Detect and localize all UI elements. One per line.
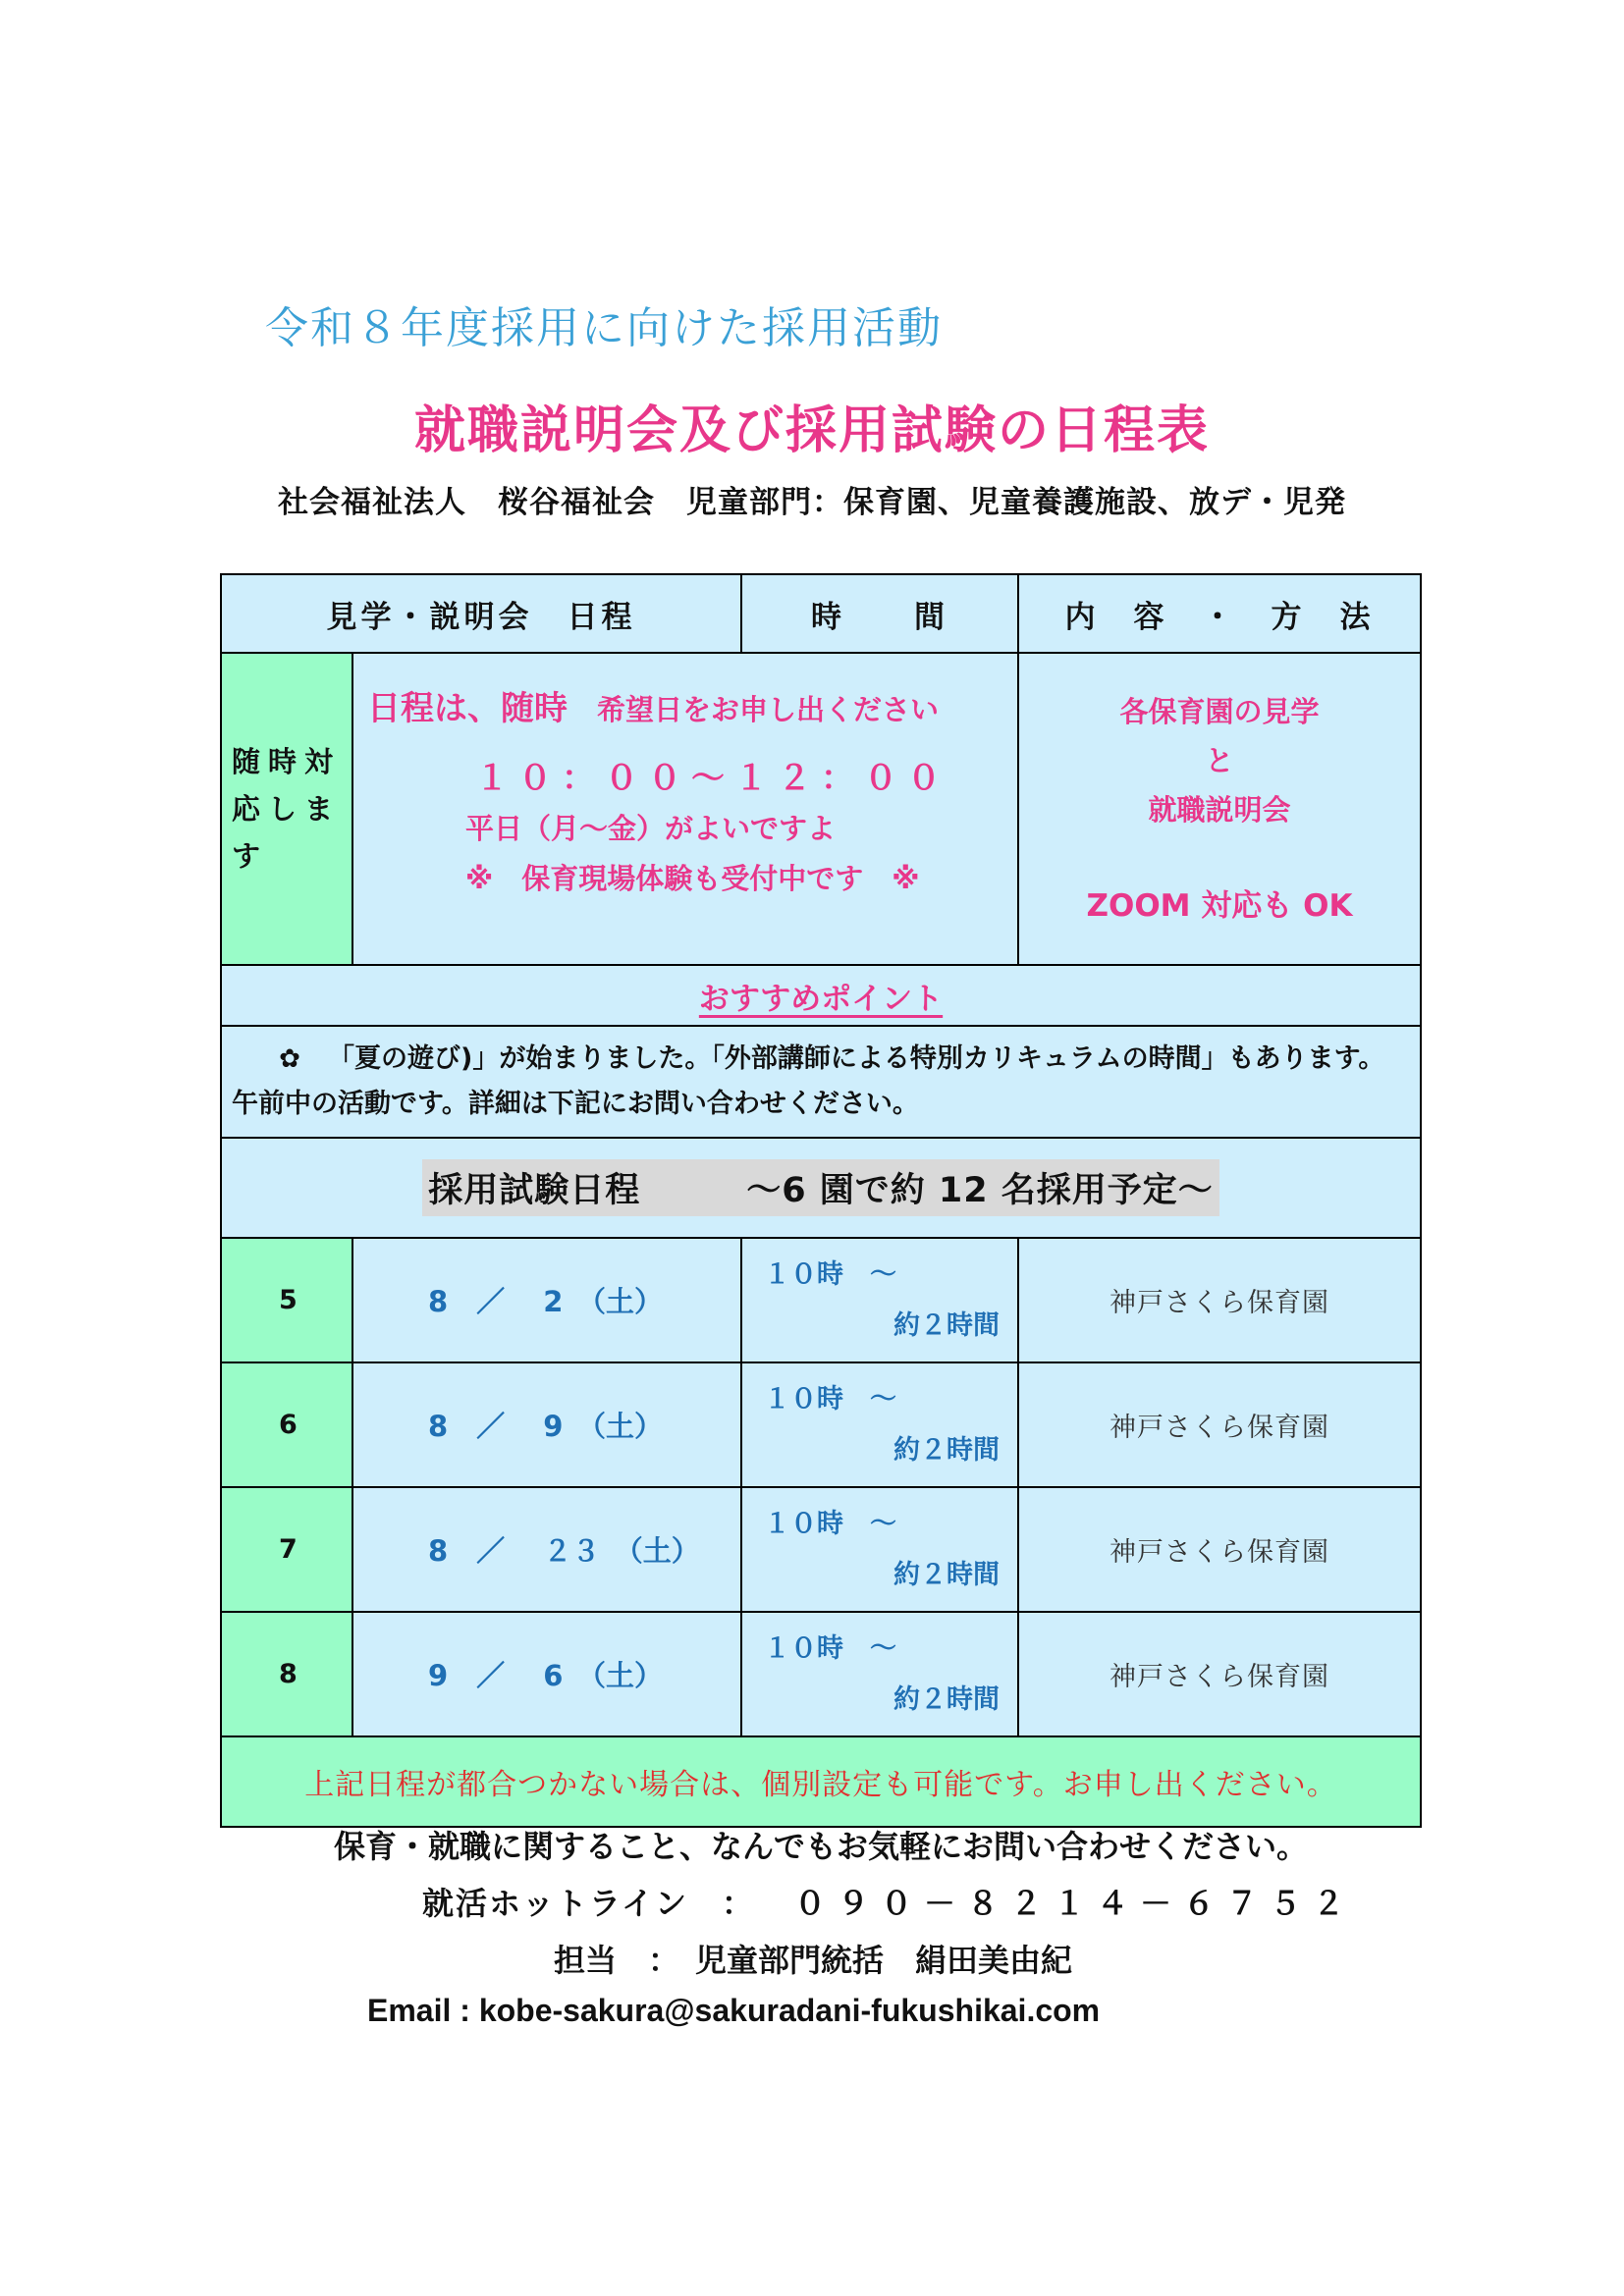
method-zoom: ZOOM 対応も OK	[1086, 888, 1353, 924]
exam-number: 8	[221, 1612, 352, 1736]
hotline-number[interactable]: ０９０－８２１４－６７５２	[794, 1885, 1357, 1922]
exam-time	[741, 1612, 1018, 1736]
page-subtitle: 令和８年度採用に向けた採用活動	[265, 303, 943, 353]
exam-time	[741, 1487, 1018, 1612]
contact-person: 担当 ： 児童部門統括 絹田美由紀	[554, 1942, 1073, 1979]
footer-note: 上記日程が都合つかない場合は、個別設定も可能です。お申し出ください。	[221, 1736, 1421, 1827]
exam-duration: 約２時間	[893, 1683, 1000, 1715]
table-row	[221, 1612, 1421, 1736]
exam-date: 8 ／ 2 （土）	[352, 1238, 741, 1362]
exam-start-time: １０時 〜	[764, 1258, 896, 1290]
recommend-body-row	[221, 1026, 1421, 1138]
anytime-line1	[367, 681, 1003, 729]
header-schedule: 見学・説明会 日程	[221, 574, 741, 653]
exam-number: 6	[221, 1362, 352, 1487]
exam-date: 8 ／ ２３ （土）	[352, 1487, 741, 1612]
exam-date: 9 ／ 6 （土）	[352, 1612, 741, 1736]
recommend-title-row	[221, 965, 1421, 1026]
exam-number: 7	[221, 1487, 352, 1612]
exam-place: 神戸さくら保育園	[1018, 1238, 1421, 1362]
exam-duration: 約２時間	[893, 1559, 1000, 1590]
anytime-hours: １０：００〜１２：００	[475, 759, 950, 798]
recommend-title: おすすめポイント	[698, 981, 944, 1017]
exam-start-time: １０時 〜	[764, 1508, 896, 1539]
anytime-label: 随時対応します	[221, 653, 352, 965]
flower-icon: ✿	[279, 1044, 300, 1074]
table-row	[221, 1487, 1421, 1612]
table-row	[221, 1362, 1421, 1487]
organization-line: 社会福祉法人 桜谷福祉会 児童部門：保育園、児童養護施設、放デ・児発	[278, 485, 1346, 520]
exam-place: 神戸さくら保育園	[1018, 1487, 1421, 1612]
exam-duration: 約２時間	[893, 1309, 1000, 1341]
footer-note-row	[221, 1736, 1421, 1827]
exam-time	[741, 1362, 1018, 1487]
anytime-line1-small: 希望日をお申し出ください	[597, 693, 940, 726]
method-line1: 各保育園の見学	[1119, 695, 1320, 728]
table-header-row	[221, 574, 1421, 653]
anytime-method	[1018, 653, 1421, 965]
contact-email[interactable]: Email : kobe-sakura@sakuradani-fukushikai.com	[367, 1993, 1101, 2028]
method-line2: と	[1205, 744, 1234, 777]
page-title: 就職説明会及び採用試験の日程表	[413, 401, 1210, 460]
anytime-line1-main: 日程は、随時	[367, 689, 568, 728]
hotline-label: 就活ホットライン ：	[422, 1885, 756, 1922]
schedule-table	[220, 573, 1422, 1828]
recommend-body: 「夏の遊び)」が始まりました。「外部講師による特別カリキュラムの時間」もあります。午前中の活動です。詳細は下記にお問い合わせください。	[232, 1043, 1385, 1119]
exam-duration: 約２時間	[893, 1434, 1000, 1466]
anytime-details	[352, 653, 1018, 965]
contact-intro: 保育・就職に関すること、なんでもお気軽にお問い合わせください。	[334, 1828, 1309, 1865]
header-time: 時 間	[741, 574, 1018, 653]
hotline-line	[0, 1879, 1624, 1924]
exam-start-time: １０時 〜	[764, 1383, 896, 1415]
exam-place: 神戸さくら保育園	[1018, 1612, 1421, 1736]
anytime-weekday-note: 平日（月〜金）がよいですよ	[465, 812, 837, 845]
table-row	[221, 1238, 1421, 1362]
exam-time	[741, 1238, 1018, 1362]
exam-date: 8 ／ 9 （土）	[352, 1362, 741, 1487]
exam-start-time: １０時 〜	[764, 1632, 896, 1664]
anytime-experience-note: ※ 保育現場体験も受付中です ※	[465, 862, 920, 895]
method-line3: 就職説明会	[1148, 793, 1291, 827]
exam-place: 神戸さくら保育園	[1018, 1362, 1421, 1487]
exam-number: 5	[221, 1238, 352, 1362]
anytime-row	[221, 653, 1421, 965]
exam-title: 採用試験日程 〜6 園で約 12 名採用予定〜	[422, 1159, 1219, 1216]
header-method: 内 容 ・ 方 法	[1018, 574, 1421, 653]
exam-title-row	[221, 1138, 1421, 1238]
